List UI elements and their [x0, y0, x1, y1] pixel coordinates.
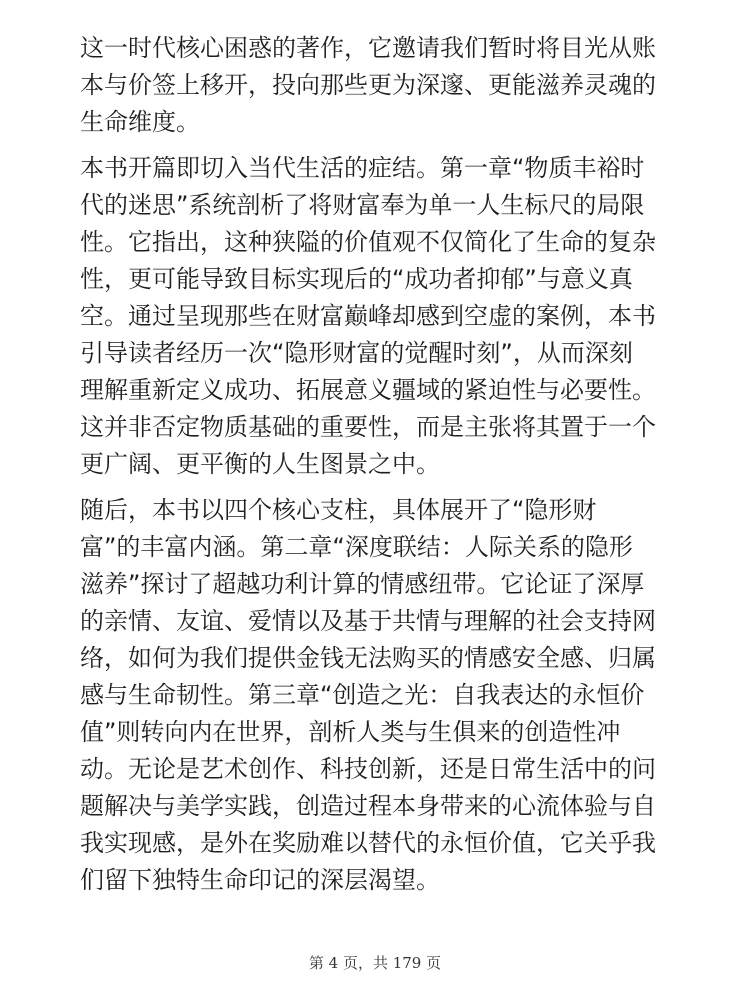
- text-line: 富”的丰富内涵。第二章“深度联结：人际关系的隐形: [80, 533, 633, 561]
- text-line: 本书开篇即切入当代生活的症结。第一章“物质丰裕时: [80, 154, 645, 182]
- paragraph-2: [80, 150, 670, 483]
- text-line: 络，如何为我们提供金钱无法购买的情感安全感、归属: [80, 644, 656, 672]
- text-line: 本与价签上移开，投向那些更为深邃、更能滋养灵魂的: [80, 71, 656, 99]
- page-number-footer: 第 4 页，共 179 页: [308, 954, 442, 972]
- text-line: 引导读者经历一次“隐形财富的觉醒时刻”，从而深刻: [80, 339, 633, 367]
- text-line: 生命维度。: [80, 108, 200, 136]
- text-line: 滋养”探讨了超越功利计算的情感纽带。它论证了深厚: [80, 570, 645, 598]
- text-line: 这一时代核心困惑的著作，它邀请我们暂时将目光从账: [80, 34, 656, 62]
- text-line: 这并非否定物质基础的重要性，而是主张将其置于一个: [80, 413, 656, 441]
- text-line: 性。它指出，这种狭隘的价值观不仅简化了生命的复杂: [80, 228, 656, 256]
- text-line: 值”则转向内在世界，剖析人类与生俱来的创造性冲: [80, 718, 621, 746]
- text-line: 动。无论是艺术创作、科技创新，还是日常生活中的问: [80, 755, 656, 783]
- text-line: 感与生命韧性。第三章“创造之光：自我表达的永恒价: [80, 681, 645, 709]
- body-text: [80, 30, 670, 908]
- text-line: 们留下独特生命印记的深层渴望。: [80, 866, 440, 894]
- text-line: 我实现感，是外在奖励难以替代的永恒价值，它关乎我: [80, 829, 656, 857]
- text-line: 性，更可能导致目标实现后的“成功者抑郁”与意义真: [80, 265, 633, 293]
- text-line: 空。通过呈现那些在财富巅峰却感到空虚的案例，本书: [80, 302, 656, 330]
- text-line: 的亲情、友谊、爱情以及基于共情与理解的社会支持网: [80, 607, 656, 635]
- text-line: 代的迷思”系统剖析了将财富奉为单一人生标尺的局限: [80, 191, 645, 219]
- paragraph-1: [80, 30, 670, 141]
- text-line: 更广阔、更平衡的人生图景之中。: [80, 450, 440, 478]
- text-line: 理解重新定义成功、拓展意义疆域的紧迫性与必要性。: [80, 376, 656, 404]
- paragraph-3: [80, 492, 670, 899]
- text-line: 随后，本书以四个核心支柱，具体展开了“隐形财: [80, 496, 597, 524]
- text-line: 题解决与美学实践，创造过程本身带来的心流体验与自: [80, 792, 656, 820]
